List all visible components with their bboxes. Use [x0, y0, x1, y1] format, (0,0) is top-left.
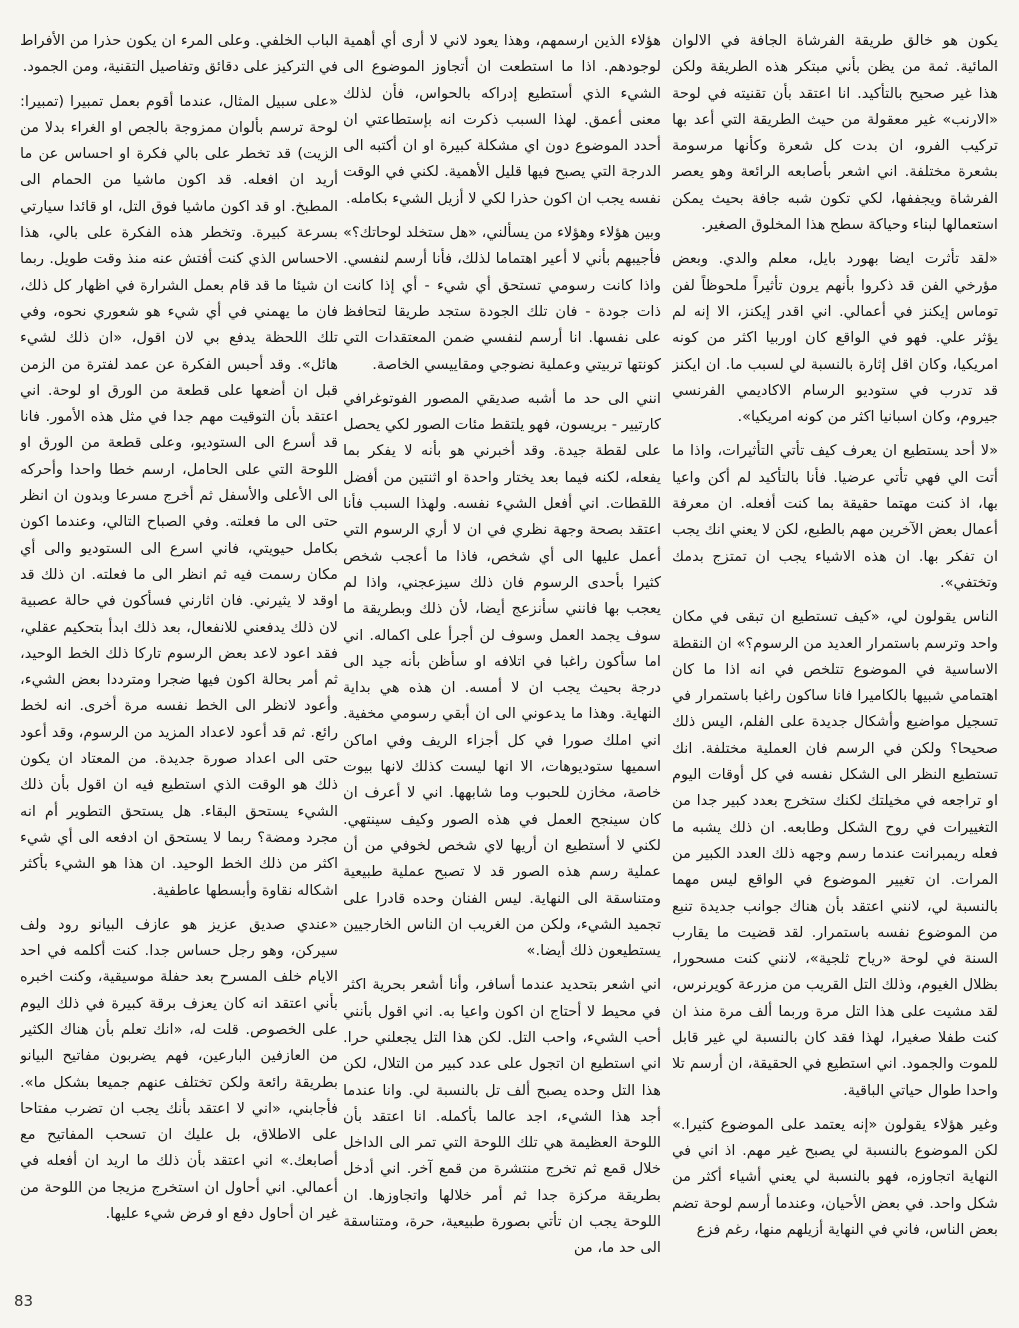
- paragraph: الناس يقولون لي، «كيف تستطيع ان تبقى في مكان واحد وترسم باستمرار العديد من الرسوم؟» ان النقطة الاساسية في الموضوع تتلخص في انه اذا ما كان اهتمامي شبيها بالكاميرا فانا ساكون راغبا باستمرار في تسجيل مواضيع وأشكال جديدة على الفلم، اليس ذلك صحيحا؟ ولكن في الرسم فان العملية مختلفة. انك تستطيع النظر الى الشكل نفسه في كل أوقات اليوم او تراجعه في مخيلتك لكنك ستخرج بعدد كبير جدا من التغييرات في روح الشكل وطابعه. ان ذلك يشبه ما فعله ريمبرانت عندما رسم وجهه ذلك العدد الكبير من المرات. ان تغيير الموضوع في الواقع ليس مهما بالنسبة لي، لانني اعتقد بأن هناك جوانب جديدة تنبع من الموضوع نفسه باستمرار. لقد قضيت ما يقارب السنة في لوحة «رياح ثلجية»، لانني كنت مسحورا، بظلال الغيوم، وذلك التل القريب من مزرعة كويرنرس، لقد مشيت على هذا التل مرة وربما ألف مرة منذ ان كنت طفلا صغيرا، لهذا فقد كان بالنسبة لي غير قابل للموت والجمود. اني استطيع في الحقيقة، ان أرسم تلا واحدا طوال حياتي الباقية.: [672, 608, 998, 1099]
- paragraph: وغير هؤلاء يقولون «إنه يعتمد على الموضوع كثيرا.» لكن الموضوع بالنسبة لي يصبح غير مهم. اذ اني في النهاية اتجاوزه، فهو بالنسبة لي يعني أشياء أكثر من شكل واحد. في بعض الأحيان، وعندما أرسم لوحة تضم بعض الناس، فاني في النهاية أزيلهم منها، رغم فزع: [672, 1115, 998, 1239]
- paragraph: الباب الخلفي. وعلى المرء ان يكون حذرا من الأفراط في التركيز على دقائق وتفاصيل التقنية، ومن الجمود.: [20, 32, 338, 76]
- paragraph: «لقد تأثرت ايضا بهورد بايل، معلم والدي. وبعض مؤرخي الفن قد ذكروا بأنهم يرون تأثيراً ملحوظاً لفن توماس إيكنز في أعمالي. اني اقدر إيكنز، الا إنه لم يؤثر علي. فهو في الواقع كان اوربيا اكثر من كونه امريكيا، وكان اقل إثارة بالنسبة لي لسبب ما. ان ايكنز قد تدرب في ستوديو الرسام الاكاديمي الفرنسي جيروم، وكان اسبانيا اكثر من كونه امريكيا».: [672, 250, 998, 426]
- text-column-left: [20, 28, 338, 1278]
- text-column-right: [672, 28, 998, 1296]
- paragraph: وبين هؤلاء وهؤلاء من يسألني، «هل ستخلد لوحاتك؟» فأجيبهم بأني لا أعير اهتماما لذلك، فأنا أرسم لنفسي. واذا كانت رسومي تستحق أي شيء - أي إذا كانت ذات جودة - فان تلك الجودة ستجد طريقا لتحافظ على نفسها. انا أرسم لنفسي ضمن المعتقدات التي كونتها تربيتي وعملية نضوجي ومقاييسي الخاصة.: [343, 224, 661, 373]
- paragraph: «على سبيل المثال، عندما أقوم بعمل تمبيرا (تمبيرا: لوحة ترسم بألوان ممزوجة بالجص او الغراء بدلا من الزيت) قد تخطر على بالي فكرة او احساس عن ما أريد ان افعله. قد اكون ماشيا من الحمام الى المطبخ. او قد اكون ماشيا فوق التل، او قائدا سيارتي بسرعة كبيرة. وتخطر هذه الفكرة على بالي، هذا الاحساس الذي كنت أفتش عنه منذ وقت طويل. ربما ان شيئا ما قد قام بعمل الشرارة في اظهار كل ذلك، فان ما يهمني في أي شيء هو شعوري نحوه، وفي تلك اللحظة يدفع بي لان اقول، «ان ذلك لشيء هائل». وقد أحبس الفكرة عن عمد لفترة من الزمن قبل ان أضعها على قطعة من الورق او لوحة. اني اعتقد بأن التوقيت مهم جدا في مثل هذه الأمور. فانا قد أسرع الى الستوديو، وعلى قطعة من الورق او اللوحة التي على الحامل، ارسم خطا واحدا وأحركه الى الأعلى والأسفل ثم أخرج مسرعا وبدون ان انظر حتى الى ما فعلته. وفي الصباح التالي، وعندما اكون بكامل حيويتي، فاني اسرع الى الستوديو والى أي مكان رسمت فيه ثم انظر الى ما فعلته. ان ذلك قد اوقد لا يثيرني. فان اثارني فسأكون في حالة عصبية لان ذلك يدفعني للانفعال، بعد ذلك ابدأ بتحكيم عقلي، فقد اعود لاعد بعض الرسوم تاركا ذلك الخط الوحيد، ثم أمر بحالة اكون فيها ضجرا ومترددا بعض الشيء، وأعود لانظر الى الخط نفسه مرة أخرى. انه لخط رائع. ثم قد أعود لاعداد المزيد من الرسوم، وقد أعود حتى الى اعداد صورة جديدة. من المعتاد ان يكون ذلك هو الوقت الذي استطيع فيه ان اقول بأن ذلك الشيء يستحق البقاء. هل يستحق التطوير أم انه مجرد ومضة؟ ربما لا يستحق ان ادفعه الى أي شيء اكثر من ذلك الخط الوحيد. ان هذا هو الشيء بأكثر اشكاله نقاوة وأبسطها عاطفية.: [20, 92, 338, 899]
- paragraph: انني الى حد ما أشبه صديقي المصور الفوتوغرافي كارتيير - بريسون، فهو يلتقط مئات الصور لكي يحصل على لقطة جيدة. وقد أخبرني هو بأنه لا يفكر بما يفعله، لكنه فيما بعد يختار واحدة او اثنتين من أفضل اللقطات. اني أفعل الشيء نفسه. ولهذا السبب فأنا اعتقد بصحة وجهة نظري في ان لا أري الرسوم التي أعمل عليها الى أي شخص، فاذا ما أعجب شخص كثيرا بأحدى الرسوم فان ذلك سيزعجني، واذا لم يعجب بها فانني سأنزعج أيضا، لأن ذلك وبطريقة ما سوف يجمد العمل وسوف لن أجرأ على اكماله. اني اما سأكون راغبا في اتلافه او سأظن بأنه جيد الى درجة بحيث يجب ان لا أمسه. ان هذه هي بداية النهاية. وهذا ما يدعوني الى ان أبقي رسومي مخفية. اني املك صورا في كل أجزاء الريف وفي اماكن اسميها ستوديوهات، الا انها ليست كذلك لانها بيوت خاصة، مخازن للحبوب وما شابهها. اني لا أعرف ان كان سينجح العمل في هذه الصور وكيف سينتهي. لكني لا أستطيع ان أريها لاي شخص لخوفي من أن عملية رسم هذه الصور قد لا تصبح عملية طبيعية ومتناسقة الى النهاية. ليس الفنان وحده قادرا على تجميد الشيء، ولكن من الغريب ان الناس الخارجيين يستطيعون ذلك أيضا.»: [343, 389, 661, 960]
- page-number: 83: [14, 1292, 34, 1310]
- paragraph: هؤلاء الذين ارسمهم، وهذا يعود لاني لا أرى أي أهمية لوجودهم. اذا ما استطعت ان أتجاوز الموضوع الى الشيء الذي أستطيع إدراكه بالحواس، فأن لذلك معنى أعمق. لهذا السبب ذكرت انه بإستطاعتي ان أحدد الموضوع دون اي مشكلة كبيرة او ان أكتبه الى الدرجة التي يصبح فيها قليل الأهمية. لكني في الوقت نفسه يجب ان اكون حذرا لكي لا أزيل الشيء بكامله.: [343, 32, 661, 207]
- paragraph: «عندي صديق عزيز هو عازف البيانو رود ولف سيركن، وهو رجل حساس جدا. كنت أكلمه في احد الايام خلف المسرح بعد حفلة موسيقية، وكنت اخبره بأني اعتقد انه كان يعزف برقة كبيرة في ذلك اليوم على الخصوص. قلت له، «انك تعلم بأن هناك الكثير من العازفين البارعين، فهم يضربون مفاتيح البيانو بطريقة رائعة ولكن تختلف عنهم جميعا بشكل ما». فأجابني، «اني لا اعتقد بأنك يجب ان تضرب مفتاحا على الاطلاق، بل عليك ان تسحب المفاتيح مع أصابعك.» اني اعتقد بأن ذلك ما اريد ان أفعله في أعمالي. اني أحاول ان استخرج مزيجا من اللوحة من غير ان أحاول دفع او فرض شيء عليها.: [20, 915, 338, 1223]
- text-column-middle: [343, 28, 661, 1288]
- paragraph: يكون هو خالق طريقة الفرشاة الجافة في الالوان المائية. ثمة من يظن بأني مبتكر هذه الطريقة ولكن هذا غير صحيح بالتأكيد. انا اعتقد بأن تقنيته في لوحة «الارنب» غير معقولة من حيث الطريقة التي أعد بها تركيب الفرو، ان بدت كل شعرة وكأنها مرسومة بشعرة مختلفة. اني اشعر بأصابعه الرائعة وهو يعصر الفرشاة ويجففها، لكي تكون شبه جافة بحيث يمكن استعمالها لبناء وحياكة سطح هذا المخلوق الصغير.: [672, 32, 998, 234]
- paragraph: اني اشعر بتحديد عندما أسافر، وأنا أشعر بحرية اكثر في محيط لا أحتاج ان اكون واعيا به. اني اقول بأنني أحب الشيء، واحب التل. لكن هذا التل يجعلني حرا. اني استطيع ان اتجول على عدد كبير من التلال، لكن هذا التل وحده يصبح ألف تل بالنسبة لي. وانا عندما أجد هذا الشيء، اجد عالما بأكمله. انا اعتقد بأن اللوحة العظيمة هي تلك اللوحة التي تمر الى الداخل خلال قمع ثم تخرج منتشرة من قمع آخر. اني أدخل بطريقة مركزة جدا ثم أمر خلالها واتجاوزها. ان اللوحة يجب ان تأتي بصورة طبيعية، حرة، ومتناسقة الى حد ما، من: [343, 976, 661, 1257]
- paragraph: «لا أحد يستطيع ان يعرف كيف تأتي التأثيرات، واذا ما أتت الي فهي تأتي عرضيا. فأنا بالتأكيد لم أكن واعيا بها، اذ كنت مهتما حقيقة بما كنت أفعله. ان معرفة أعمال بعض الآخرين مهم بالطبع، لكن لا يعني انك يجب ان تفكر بها. ان هذه الاشياء يجب ان تمتزج بدمك وتختفي».: [672, 442, 998, 591]
